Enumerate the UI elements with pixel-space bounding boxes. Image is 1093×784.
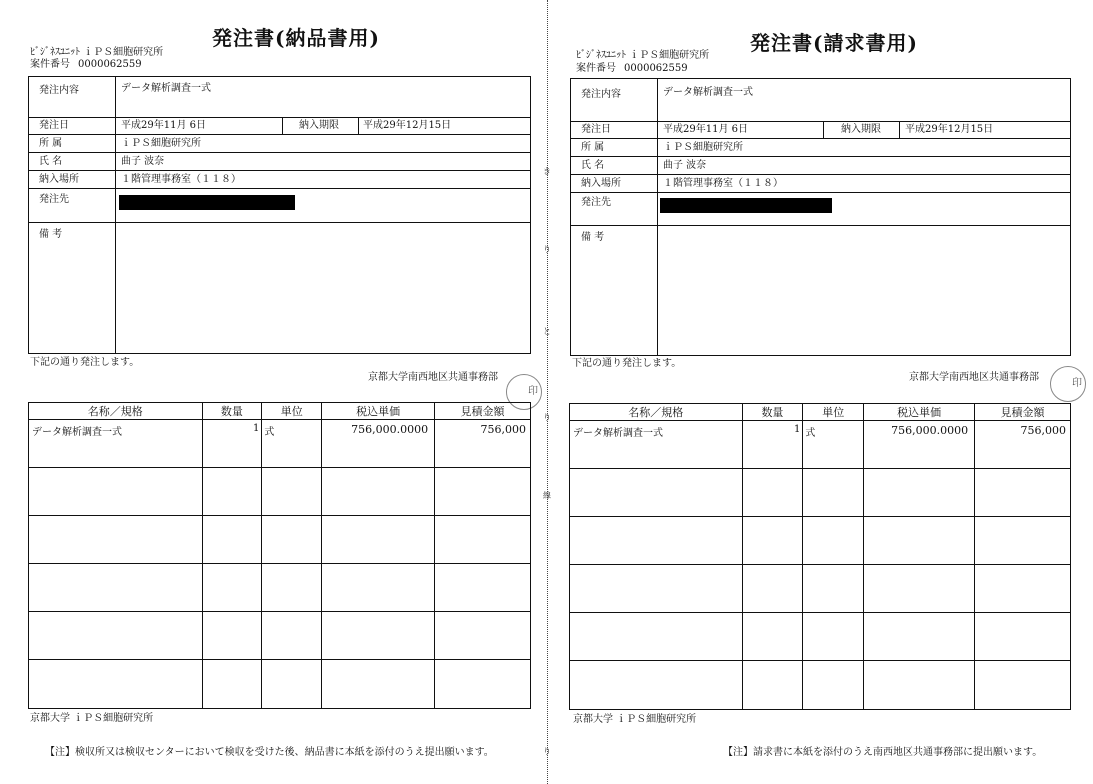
table-header-row — [29, 403, 531, 420]
cut-line-mark: 線 — [543, 491, 551, 500]
table-row — [570, 613, 1071, 661]
col-amount-header: 見積金額 — [435, 403, 531, 420]
col-name-header: 名称／規格 — [570, 404, 743, 421]
order-statement: 下記の通り発注します。 — [572, 358, 682, 369]
col-qty-header: 数量 — [202, 403, 262, 420]
order-date-label: 発注日 — [39, 120, 69, 131]
table-header-row — [570, 404, 1071, 421]
cut-line-mark: と — [543, 327, 551, 336]
redacted-supplier — [119, 195, 295, 210]
delivery-place-label: 納入場所 — [39, 174, 79, 185]
order-content: データ解析調査一式 — [121, 83, 211, 94]
case-number: 0000062559 — [78, 59, 142, 70]
table-row — [570, 517, 1071, 565]
issuer: 京都大学南西地区共通事務部 — [368, 372, 498, 383]
form-title: 発注書(請求書用) — [750, 31, 918, 55]
order-date: 平成29年11月 6日 — [663, 124, 748, 135]
item-name: データ解析調査一式 — [573, 428, 663, 439]
col-name-header: 名称／規格 — [29, 403, 203, 420]
delivery-place: １階管理事務室（１１８） — [121, 174, 241, 185]
order-info-box — [570, 78, 1071, 356]
footer-note: 【注】検収所又は検収センターにおいて検収を受けた後、納品書に本紙を添付のうえ提出願います。 — [45, 747, 494, 758]
order-content-label: 発注内容 — [581, 89, 621, 100]
table-row — [570, 661, 1071, 710]
business-unit: ﾋﾞｼﾞﾈｽﾕﾆｯﾄ ｉＰＳ細胞研究所 — [576, 50, 710, 61]
cut-line-mark: き — [543, 167, 551, 176]
table-row — [570, 421, 1071, 469]
redacted-supplier — [660, 198, 832, 213]
remarks-label: 備 考 — [39, 229, 63, 240]
name-label: 氏 名 — [581, 160, 605, 171]
seal-mark: 印 — [528, 386, 538, 397]
items-table — [569, 403, 1071, 710]
item-unit: 式 — [805, 428, 816, 439]
item-amount: 756,000 — [480, 423, 526, 436]
footer-org: 京都大学 ｉＰＳ細胞研究所 — [30, 713, 154, 724]
delivery-place: １階管理事務室（１１８） — [663, 178, 783, 189]
deadline: 平成29年12月15日 — [905, 124, 994, 135]
cut-line-mark: り — [543, 245, 551, 254]
seal-mark: 印 — [1072, 378, 1082, 389]
col-qty-header: 数量 — [742, 404, 803, 421]
item-qty: 1 — [252, 423, 260, 434]
affiliation-label: 所 属 — [39, 138, 63, 149]
col-price-header: 税込単価 — [322, 403, 435, 420]
delivery-place-label: 納入場所 — [581, 178, 621, 189]
order-content: データ解析調査一式 — [663, 87, 753, 98]
affiliation-label: 所 属 — [581, 142, 605, 153]
table-row — [29, 660, 531, 709]
table-row — [29, 516, 531, 564]
case-number-label: 案件番号 — [30, 59, 70, 70]
order-content-label: 発注内容 — [39, 85, 79, 96]
remarks-label: 備 考 — [581, 232, 605, 243]
table-row — [29, 612, 531, 660]
deadline: 平成29年12月15日 — [363, 120, 452, 131]
business-unit: ﾋﾞｼﾞﾈｽﾕﾆｯﾄ ｉＰＳ細胞研究所 — [30, 47, 164, 58]
name-label: 氏 名 — [39, 156, 63, 167]
form-title: 発注書(納品書用) — [212, 26, 380, 50]
affiliation: ｉＰＳ細胞研究所 — [121, 138, 201, 149]
footer-note: 【注】請求書に本紙を添付のうえ南西地区共通事務部に提出願います。 — [723, 747, 1043, 758]
order-date-label: 発注日 — [581, 124, 611, 135]
invoice-order-form — [548, 0, 1093, 784]
deadline-label: 納入期限 — [841, 124, 881, 135]
table-row — [570, 469, 1071, 517]
col-amount-header: 見積金額 — [975, 404, 1071, 421]
col-unit-header: 単位 — [262, 403, 322, 420]
name: 曲子 波奈 — [121, 156, 165, 167]
supplier-label: 発注先 — [581, 197, 611, 208]
item-name: データ解析調査一式 — [32, 427, 122, 438]
deadline-label: 納入期限 — [299, 120, 339, 131]
item-qty: 1 — [793, 424, 801, 435]
items-table — [28, 402, 531, 709]
case-number-label: 案件番号 — [576, 63, 616, 74]
col-price-header: 税込単価 — [864, 404, 975, 421]
issuer: 京都大学南西地区共通事務部 — [909, 372, 1039, 383]
col-unit-header: 単位 — [803, 404, 864, 421]
footer-org: 京都大学 ｉＰＳ細胞研究所 — [573, 714, 697, 725]
item-price: 756,000.0000 — [351, 423, 429, 436]
table-row — [29, 468, 531, 516]
table-row — [29, 420, 531, 468]
seal-stamp — [1050, 366, 1086, 402]
name: 曲子 波奈 — [663, 160, 707, 171]
cut-line-mark: り — [543, 747, 551, 756]
item-amount: 756,000 — [1020, 424, 1066, 437]
supplier-label: 発注先 — [39, 194, 69, 205]
order-date: 平成29年11月 6日 — [121, 120, 206, 131]
order-info-box — [28, 76, 531, 354]
table-row — [570, 565, 1071, 613]
table-row — [29, 564, 531, 612]
item-unit: 式 — [264, 427, 275, 438]
order-statement: 下記の通り発注します。 — [30, 357, 140, 368]
case-number: 0000062559 — [624, 63, 688, 74]
affiliation: ｉＰＳ細胞研究所 — [663, 142, 743, 153]
item-price: 756,000.0000 — [891, 424, 969, 437]
cut-line-mark: り — [543, 413, 551, 422]
